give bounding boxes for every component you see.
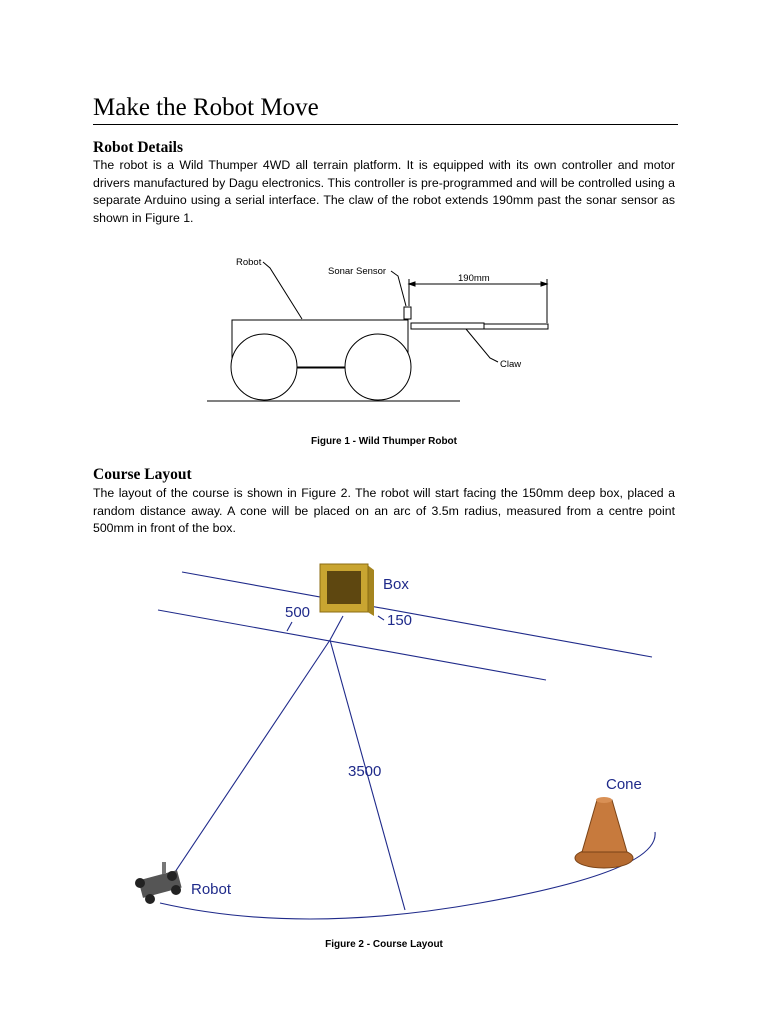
label-box: Box bbox=[383, 576, 409, 593]
label-claw: Claw bbox=[500, 359, 522, 370]
label-dim-500: 500 bbox=[285, 604, 311, 621]
dim-500-tick bbox=[287, 622, 292, 631]
section-heading-robot-details: Robot Details bbox=[93, 139, 183, 156]
cone-arc bbox=[160, 832, 655, 919]
box-inner bbox=[327, 571, 361, 604]
robot-wheel-3 bbox=[167, 871, 177, 881]
label-cone: Cone bbox=[606, 776, 642, 793]
robot-wheel-2 bbox=[145, 894, 155, 904]
course-line-back bbox=[182, 572, 652, 657]
cone-object bbox=[575, 797, 633, 868]
robot-wheel-1 bbox=[135, 878, 145, 888]
cone-body bbox=[582, 800, 627, 852]
label-robot-course: Robot bbox=[191, 881, 232, 898]
figure-2-caption: Figure 2 - Course Layout bbox=[325, 939, 443, 950]
label-dim-3500: 3500 bbox=[348, 763, 382, 780]
box-object bbox=[320, 564, 374, 616]
label-190mm: 190mm bbox=[458, 273, 490, 284]
robot-wheel-4 bbox=[171, 885, 181, 895]
label-sonar-sensor: Sonar Sensor bbox=[328, 266, 387, 277]
robot-details-paragraph: The robot is a Wild Thumper 4WD all terrain platform. It is equipped with its own controller and motor drivers manufactured by Dagu electronics. This controller is pre-programmed and will be controlled using a separate Arduino using a serial interface. The claw of the robot extends 190mm past the sonar sensor as shown in Figure 1. bbox=[93, 158, 675, 225]
page-title: Make the Robot Move bbox=[93, 94, 319, 121]
line-robot-to-centre bbox=[163, 640, 330, 890]
course-layout-paragraph: The layout of the course is shown in Figure 2. The robot will start facing the 150mm deep box, placed a random distance away. A cone will be placed on an arc of 3.5m radius, measured from a centre point 500mm in front of the box. bbox=[93, 486, 675, 536]
robot-object bbox=[135, 862, 182, 904]
dim-500-ext bbox=[330, 616, 343, 640]
robot-claw bbox=[162, 862, 166, 874]
course-line-front bbox=[158, 610, 546, 680]
figure-1-caption: Figure 1 - Wild Thumper Robot bbox=[310, 436, 457, 447]
dim-150-tick bbox=[378, 616, 384, 620]
label-robot: Robot bbox=[236, 257, 262, 268]
label-dim-150: 150 bbox=[387, 612, 413, 629]
cone-tip bbox=[596, 797, 612, 803]
section-heading-course-layout: Course Layout bbox=[93, 466, 192, 483]
